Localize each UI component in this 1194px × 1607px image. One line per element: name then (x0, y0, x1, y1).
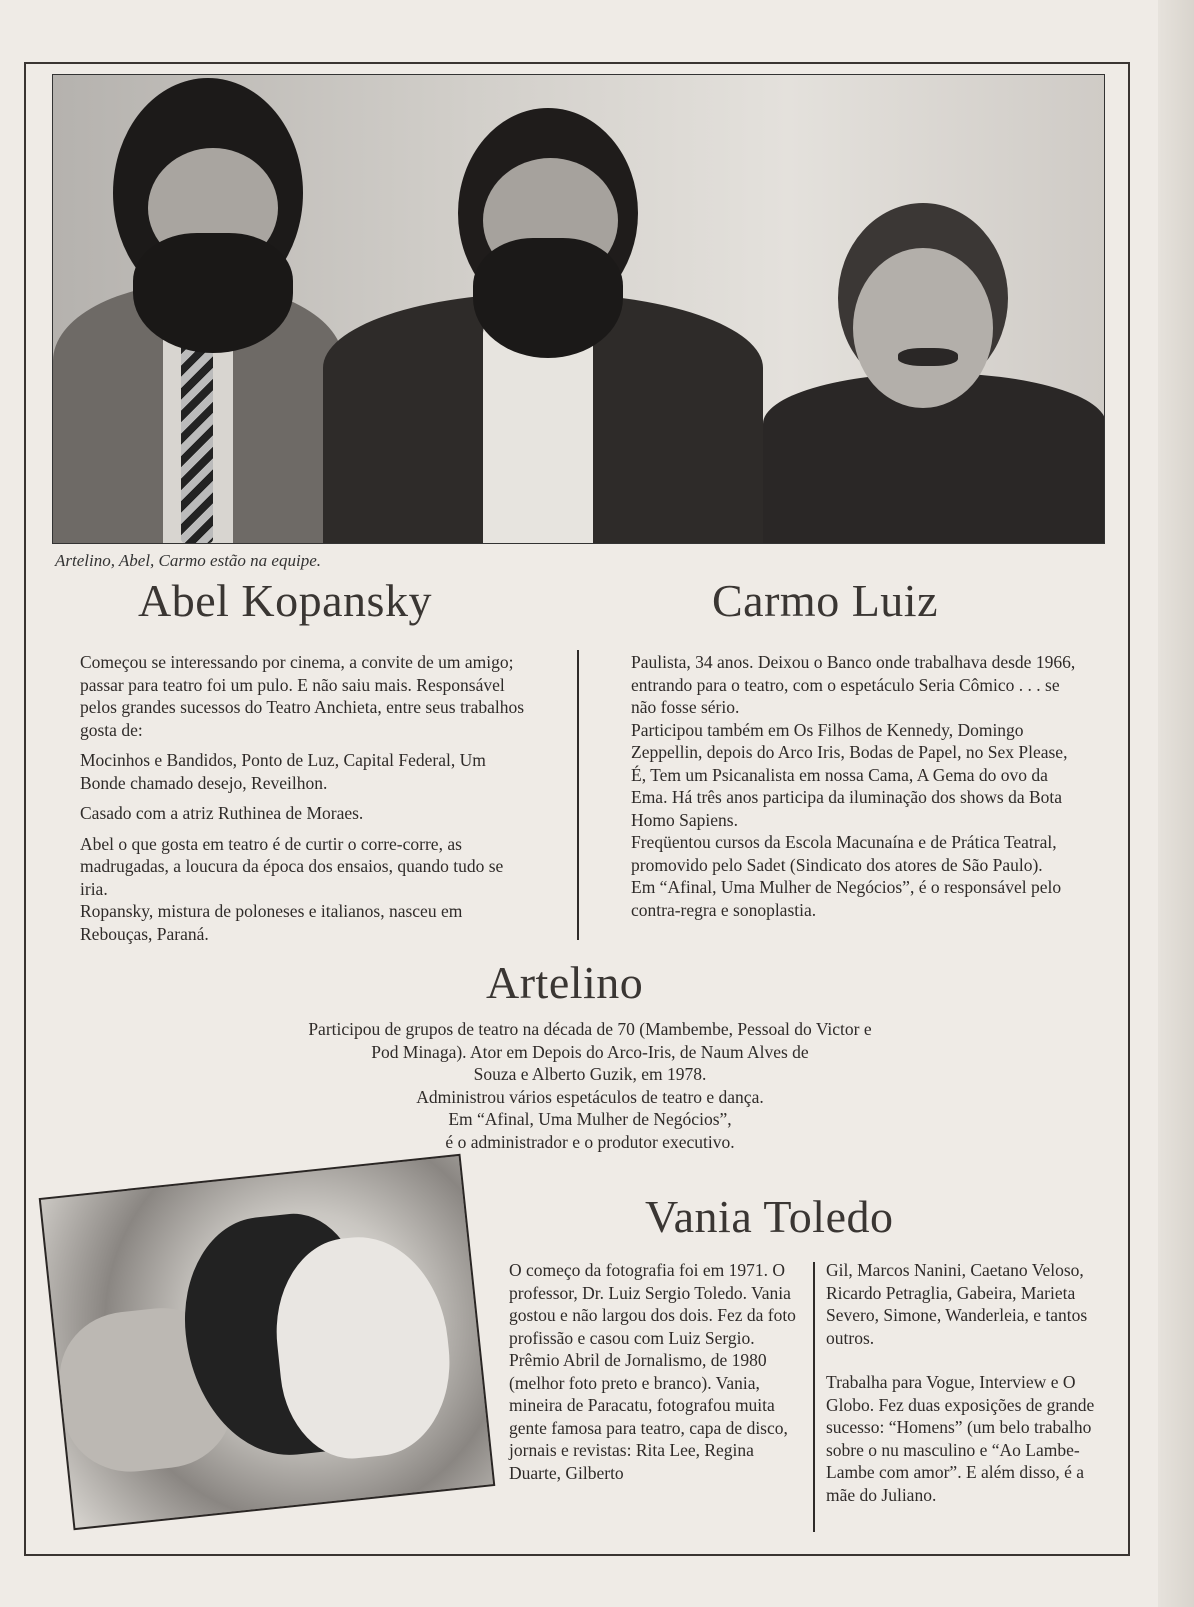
artelino-line: é o administrador e o produtor executivo. (445, 1131, 735, 1152)
carmo-paragraph: Paulista, 34 anos. Deixou o Banco onde trabalhava desde 1966, entrando para o teatro, com o espetáculo Seria Cômico . . . se não fosse sério. (631, 652, 1076, 717)
vania-photo (39, 1154, 496, 1530)
column-divider (813, 1262, 815, 1532)
artelino-column (200, 1018, 980, 1153)
photo-figure-right (743, 74, 1105, 543)
vania-title: Vania Toledo (645, 1191, 894, 1242)
abel-paragraph: Casado com a atriz Ruthinea de Moraes. (80, 803, 364, 823)
column-divider (577, 650, 579, 940)
carmo-paragraph: Freqüentou cursos da Escola Macunaína e de Prática Teatral, promovido pelo Sadet (Sindicato dos atores de São Paulo). (631, 832, 1057, 875)
abel-paragraph: Mocinhos e Bandidos, Ponto de Luz, Capital Federal, Um Bonde chamado desejo, Reveilhon. (80, 750, 486, 793)
carmo-title: Carmo Luiz (712, 575, 938, 626)
page-gutter (1158, 0, 1194, 1607)
artelino-line: Souza e Alberto Guzik, em 1978. (473, 1064, 707, 1084)
abel-column (80, 651, 530, 953)
vania-paragraph: Trabalha para Vogue, Interview e O Globo. Fez duas exposições de grande sucesso: “Homens” (um belo trabalho sobre o nu masculino e “Ao Lambe-Lambe com amor”. E além disso, é a mãe do Juliano. (826, 1372, 1095, 1505)
vania-paragraph: Gil, Marcos Nanini, Caetano Veloso, Ricardo Petraglia, Gabeira, Marieta Severo, Simone, Wanderleia, e tantos outros. (826, 1260, 1088, 1348)
photo-caption: Artelino, Abel, Carmo estão na equipe. (55, 551, 321, 570)
abel-paragraph: Abel o que gosta em teatro é de curtir o corre-corre, as madrugadas, a loucura da época dos ensaios, quando tudo se iria. (80, 833, 504, 899)
artelino-line: Pod Minaga). Ator em Depois do Arco-Iris, de Naum Alves de (371, 1041, 809, 1062)
artelino-line: Participou de grupos de teatro na década de 70 (Mambembe, Pessoal do Victor e (308, 1019, 872, 1039)
artelino-line: Administrou vários espetáculos de teatro e dança. (416, 1086, 764, 1107)
vania-column-1 (509, 1259, 805, 1492)
carmo-paragraph: Participou também em Os Filhos de Kennedy, Domingo Zeppellin, depois do Arco Iris, Bodas de Papel, no Sex Please, É, Tem um Psicanalista em nossa Cama, A Gema do ovo da Ema. Há três anos participa da iluminação dos shows da Bota Homo Sapiens. (631, 719, 1068, 830)
artelino-title: Artelino (486, 957, 644, 1008)
carmo-paragraph: Em “Afinal, Uma Mulher de Negócios”, é o responsável pelo contra-regra e sonoplastia. (631, 877, 1062, 920)
vania-column-2 (826, 1259, 1114, 1514)
artelino-line: Em “Afinal, Uma Mulher de Negócios”, (448, 1109, 732, 1129)
photo-figure-middle (323, 74, 763, 543)
abel-title: Abel Kopansky (138, 575, 432, 626)
abel-paragraph: Ropansky, mistura de poloneses e italianos, nasceu em Rebouças, Paraná. (80, 901, 463, 944)
abel-paragraph: Começou se interessando por cinema, a convite de um amigo; passar para teatro foi um pulo. E não saiu mais. Responsável pelos grandes sucessos do Teatro Anchieta, entre seus trabalhos gosta de: (80, 652, 525, 740)
photo-figure-left (53, 74, 353, 543)
group-photo (52, 74, 1105, 544)
vania-paragraph: O começo da fotografia foi em 1971. O professor, Dr. Luiz Sergio Toledo. Vania gostou e não largou dos dois. Fez da foto profissão e casou com Luiz Sergio. Prêmio Abril de Jornalismo, de 1980 (melhor foto preto e branco). Vania, mineira de Paracatu, fotografou muita gente famosa para teatro, capa de disco, jornais e revistas: Rita Lee, Regina Duarte, Gilberto (509, 1260, 796, 1483)
carmo-column (631, 651, 1086, 921)
